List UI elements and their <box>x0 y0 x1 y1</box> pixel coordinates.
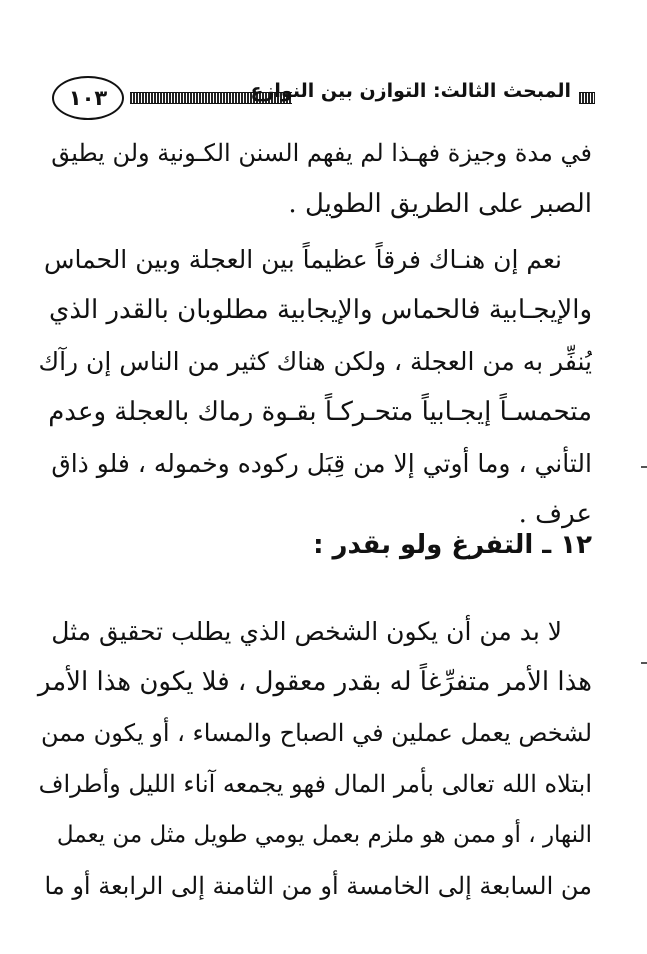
paragraph-1 <box>36 128 592 230</box>
page-header <box>30 72 595 128</box>
margin-tick <box>641 662 647 664</box>
paragraph-2 <box>36 234 592 540</box>
paragraph-3 <box>36 606 592 912</box>
text-line: التأني ، وما أوتي إلا من قِبَل ركوده وخموله ، فلو ذاق <box>51 449 592 478</box>
section-heading: ١٢ ـ التفرغ ولو بقدر : <box>313 530 592 560</box>
text-line: متحمسـاً إيجـابياً متحـركـاً بقـوة رماك بالعجلة وعدم <box>48 397 592 427</box>
page-number: ١٠٣ <box>52 76 124 120</box>
margin-tick <box>641 466 647 468</box>
text-line: لا بد من أن يكون الشخص الذي يطلب تحقيق مثل <box>51 617 562 646</box>
text-line: الصبر على الطريق الطويل . <box>288 189 592 219</box>
text-line: النهار ، أو ممن هو ملزم بعمل يومي طويل مثل من يعمل <box>56 822 592 848</box>
text-line: نعم إن هنـاك فرقاً عظيماً بين العجلة وبين الحماس <box>43 245 562 274</box>
text-line: والإيجـابية فالحماس والإيجابية مطلوبان بالقدر الذي <box>49 295 592 325</box>
header-ornament-small <box>579 92 595 104</box>
running-title: المبحث الثالث: التوازن بين النوازع <box>250 80 571 102</box>
text-line: لشخص يعمل عملين في الصباح والمساء ، أو يكون ممن <box>41 719 592 747</box>
text-line: يُنفِّر به من العجلة ، ولكن هناك كثير من الناس إن رآك <box>38 347 592 376</box>
text-line: من السابعة إلى الخامسة أو من الثامنة إلى الرابعة أو ما <box>44 872 592 900</box>
text-line: ابتلاه الله تعالى بأمر المال فهو يجمعه آناء الليل وأطراف <box>38 770 592 798</box>
text-line: في مدة وجيزة فهـذا لم يفهم السنن الكـونية ولن يطيق <box>51 139 592 167</box>
text-line: عرف . <box>518 499 592 529</box>
text-line: هذا الأمر متفرِّغاً له بقدر معقول ، فلا يكون هذا الأمر <box>37 667 592 697</box>
